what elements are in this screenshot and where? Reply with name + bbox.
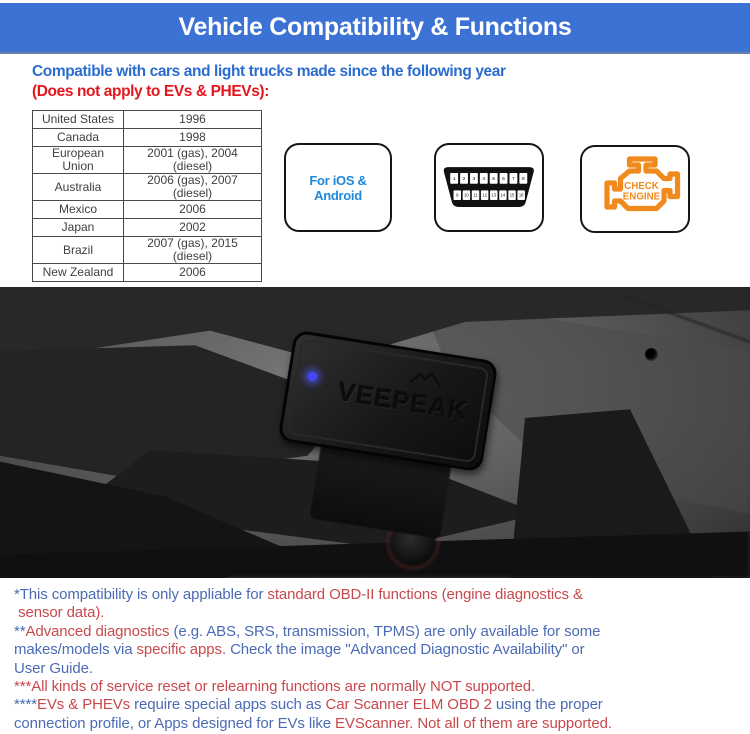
region-cell: New Zealand: [33, 264, 124, 282]
footnote-segment: *This compatibility is only appliable for: [14, 586, 268, 603]
year-cell: 2006: [124, 201, 262, 219]
table-row: [33, 219, 262, 237]
region-cell: Australia: [33, 174, 124, 201]
footnote-segment: sensor data).: [14, 604, 105, 622]
obd-pin-number: 7: [512, 175, 515, 182]
year-cell: 2001 (gas), 2004 (diesel): [124, 147, 262, 174]
obd-pin-number: 16: [519, 192, 524, 198]
obd-pin-number: 13: [491, 192, 497, 198]
table-row: [33, 111, 262, 129]
obd-pin-number: 6: [502, 175, 506, 182]
obd-pin-number: 5: [492, 175, 496, 182]
region-cell: Mexico: [33, 201, 124, 219]
region-cell: European Union: [33, 147, 124, 174]
check-engine-text-line1: CHECK: [624, 181, 660, 192]
obd-pin-number: 15: [509, 192, 515, 198]
footnote-line: [14, 623, 738, 641]
intro-line-compatibility: Compatible with cars and light trucks made since the following year: [32, 63, 506, 80]
intro-line-ev-exclusion: (Does not apply to EVs & PHEVs):: [32, 83, 269, 100]
check-engine-box: [580, 145, 690, 233]
intro-text: [32, 62, 506, 102]
footnote-line: [14, 678, 738, 696]
footnote-line: [14, 696, 738, 714]
obd-pin-number: 14: [500, 192, 506, 198]
year-cell: 1998: [124, 129, 262, 147]
obd-pin-number: 12: [482, 192, 488, 198]
region-cell: United States: [33, 111, 124, 129]
footnote-segment: standard OBD-II functions (engine diagnostics &: [267, 586, 583, 603]
footnotes: [14, 586, 738, 733]
obd-pin-number: 2: [462, 175, 466, 182]
table-row: [33, 174, 262, 201]
device-brand-label: VEEPEAK: [335, 376, 471, 427]
footnote-line: [14, 604, 738, 622]
year-cell: 2006 (gas), 2007 (diesel): [124, 174, 262, 201]
region-cell: Brazil: [33, 237, 124, 264]
footnote-segment: connection profile, or Apps designed for EVs like: [14, 714, 336, 732]
obd-pin-number: 9: [456, 192, 459, 198]
ios-android-box: [284, 143, 392, 232]
footnote-segment: EVScanner. Not all of them are supported.: [335, 714, 612, 732]
table-row: [33, 147, 262, 174]
footnote-segment: specific apps: [136, 641, 222, 659]
year-cell: 2007 (gas), 2015 (diesel): [124, 237, 262, 264]
footnote-segment: (e.g. ABS, SRS, transmission, TPMS) are only available for some: [169, 622, 601, 640]
region-cell: Japan: [33, 219, 124, 237]
dashboard-photo: [0, 287, 750, 578]
obd-pin-number: 1: [452, 175, 456, 182]
obd-pin-number: 8: [522, 175, 525, 182]
footnote-segment: ***All kinds of service reset or relearning functions are normally NOT supported.: [14, 678, 536, 696]
obd2-connector-icon: [439, 163, 539, 213]
footnote-segment: require special apps such as: [130, 696, 326, 714]
year-cell: 1996: [124, 111, 262, 129]
footnote-segment: **: [14, 622, 26, 640]
year-cell: 2002: [124, 219, 262, 237]
footnote-segment: using the proper: [491, 696, 603, 714]
obd-pin-number: 10: [464, 192, 469, 198]
obd-pin-number: 11: [473, 192, 478, 198]
table-row: [33, 201, 262, 219]
footnote-line: [14, 660, 738, 678]
obd-pin-number: 4: [482, 175, 486, 182]
footnote-segment: EVs & PHEVs: [36, 696, 131, 714]
obd-pin-number: 3: [472, 175, 476, 182]
table-row: [33, 237, 262, 264]
compatibility-table-body: [33, 111, 262, 282]
check-engine-text-line2: ENGINE: [623, 191, 661, 203]
footnote-segment: ****: [14, 696, 37, 714]
check-engine-icon: [586, 153, 684, 225]
footnote-line: [14, 586, 738, 604]
footnote-line: [14, 715, 738, 733]
ios-android-label: For iOS & Android: [309, 172, 367, 203]
page-title: Vehicle Compatibility & Functions: [178, 13, 572, 41]
header-banner: [0, 3, 750, 54]
footnote-segment: . Check the image "Advanced Diagnostic Availability" or: [221, 641, 585, 659]
region-cell: Canada: [33, 129, 124, 147]
footnote-segment: Car Scanner ELM OBD 2: [325, 696, 492, 714]
table-row: [33, 129, 262, 147]
footnote-line: [14, 641, 738, 659]
table-row: [33, 264, 262, 282]
obd-connector-box: [434, 143, 544, 232]
footnote-segment: Advanced diagnostics: [25, 622, 170, 640]
footnote-segment: makes/models via: [14, 641, 137, 659]
footnote-segment: User Guide.: [14, 659, 93, 677]
compatibility-table: [32, 110, 262, 282]
year-cell: 2006: [124, 264, 262, 282]
